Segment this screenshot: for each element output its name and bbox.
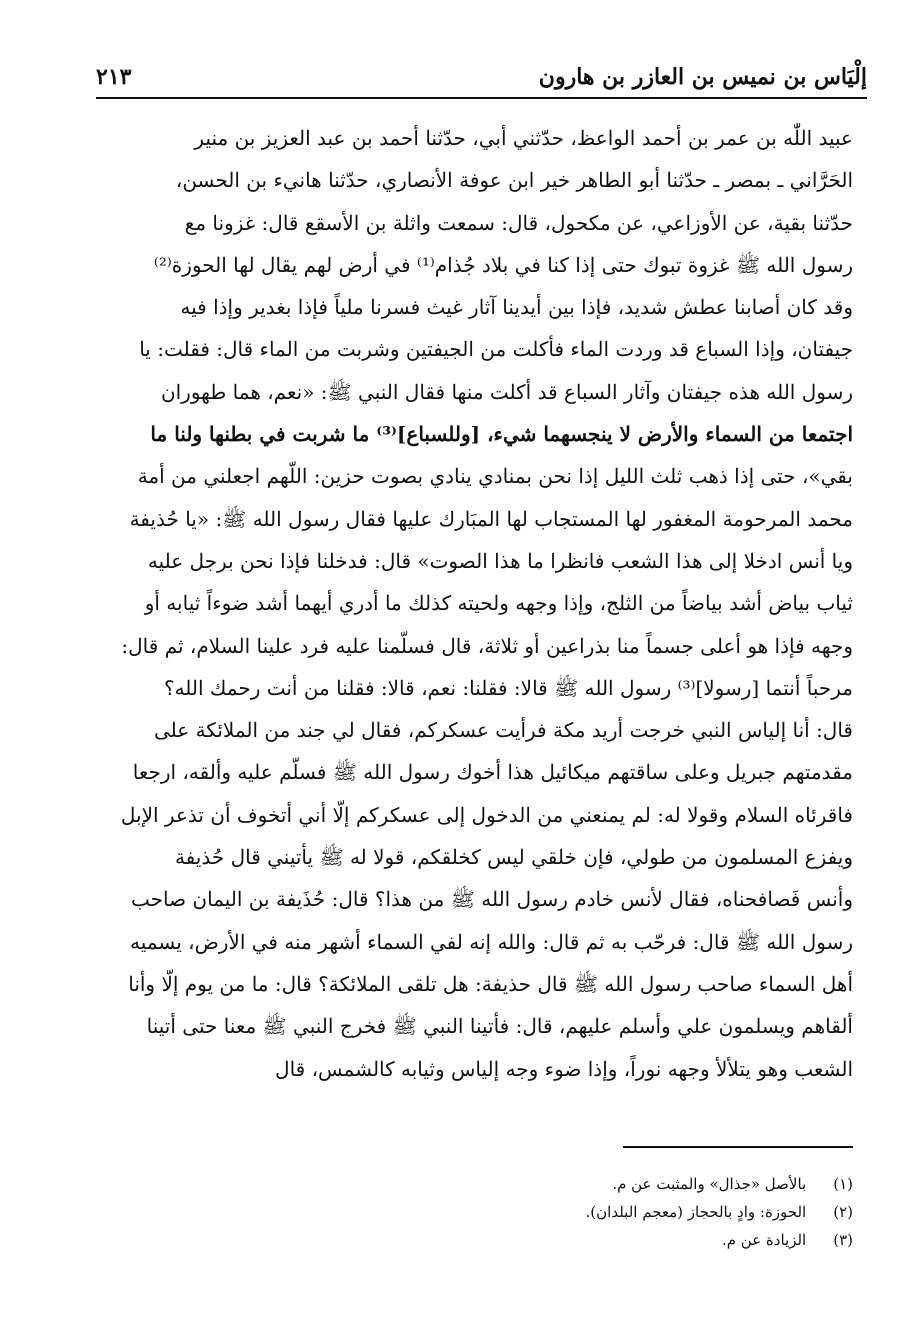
text-line: حدّثنا بقية، عن الأوزاعي، عن مكحول، قال: سمعت واثلة بن الأسقع قال: غزونا مع — [184, 210, 853, 235]
footnote-number: (٢) — [833, 1203, 853, 1221]
header-rule — [96, 97, 867, 99]
footnote — [300, 1198, 853, 1226]
text-line: فاقرئاه السلام وقولا له: لم يمنعني من الدخول إلى عسكركم إلّا أني أتخوف أن تذعر الإبل — [120, 802, 853, 827]
text-line: محمد المرحومة المغفور لها المستجاب لها المبَارك عليها فقال رسول الله ﷺ: «يا حُذيفة — [129, 506, 853, 531]
body-text — [100, 117, 853, 1090]
text-line: عبيد اللّٰه بن عمر بن أحمد الواعظ، حدّثني أبي، حدّثنا أحمد بن عبد العزيز بن منير — [194, 126, 853, 150]
text-line: قال: أنا إلياس النبي خرجت أريد مكة فرأيت عسكركم، فقال لي جند من الملائكة على — [154, 718, 853, 743]
text-line: ألقاهم ويسلمون علي وأسلم عليهم، قال: فأتينا النبي ﷺ فخرج النبي ﷺ معنا حتى أتينا — [146, 1014, 853, 1039]
page-number: ٢١٣ — [96, 64, 132, 90]
text-line: ثياب بياض أشد بياضاً من الثلج، وإذا وجهه ولحيته كذلك ما أدري أيهما أشد ضوءاً ثيابه أو — [144, 591, 853, 616]
text-line: رسول الله هذه جيفتان وآثار السباع قد أكلت منها فقال النبي ﷺ: «نعم، هما طهوران — [160, 379, 853, 404]
footnote — [300, 1170, 853, 1198]
footnotes — [300, 1170, 853, 1254]
footnote — [300, 1226, 853, 1254]
footnote-rule — [623, 1146, 853, 1148]
text-line: مقدمتهم جبريل وعلى ساقتهم ميكائيل هذا أخوك رسول الله ﷺ فسلّم عليه وألقه، ارجعا — [132, 760, 853, 785]
footnote-text: الزيادة عن م. — [721, 1231, 807, 1249]
text-line: بقي»، حتى إذا ذهب ثلث الليل إذا نحن بمنادي ينادي بصوت حزين: اللّهم اجعلني من أمة — [137, 464, 853, 489]
text-line: أهل السماء صاحب رسول الله ﷺ قال حذيفة: هل تلقى الملائكة؟ قال: ما من يوم إلّا وأنا — [128, 971, 853, 996]
footnote-number: (٣) — [833, 1231, 853, 1249]
text-line: اجتمعا من السماء والأرض لا ينجسهما شيء، [وللسباع]⁽³⁾ ما شربت في بطنها ولنا ما — [150, 422, 853, 447]
text-line: جيفتان، وإذا السباع قد وردت الماء فأكلت من الجيفتين وشربت من الماء قال: فقلت: يا — [139, 337, 853, 362]
text-line: رسول الله ﷺ غزوة تبوك حتى إذا كنا في بلاد جُذام⁽¹⁾ في أرض لهم يقال لها الحوزة⁽²⁾ — [153, 252, 853, 277]
text-line: رسول الله ﷺ قال: فرحّب به ثم قال: والله إنه لفي السماء أشهر منه في الأرض، يسميه — [130, 929, 853, 954]
text-line: وأنس فَصافحناه، فقال لأنس خادم رسول الله ﷺ من هذا؟ قال: حُذَيفة بن اليمان صاحب — [130, 887, 853, 912]
text-line: ويا أنس ادخلا إلى هذا الشعب فانظرا ما هذا الصوت» قال: فدخلنا فإذا نحن برجل عليه — [147, 548, 853, 573]
text-line: وقد كان أصابنا عطش شديد، فإذا بين أيدينا آثار غيث فسرنا ملياً فإذا بغدير وإذا فيه — [180, 295, 853, 320]
text-line: وجهه فإذا هو أعلى جسماً منا بذراعين أو ثلاثة، قال فسلّمنا عليه فرد علينا السلام، ثم قال: — [121, 633, 853, 658]
text-line: الشعب وهو يتلألأ وجهه نوراً، وإذا ضوء وجه إلياس وثيابه كالشمس، قال — [275, 1056, 853, 1081]
footnote-text: الحوزة: وادٍ بالحجاز (معجم البلدان). — [585, 1203, 807, 1221]
text-line: مرحباً أنتما [رسولا]⁽³⁾ رسول الله ﷺ قالا: فقلنا: نعم، قالا: فقلنا من أنت رحمك الله؟ — [163, 675, 853, 700]
text-line: الحَرَّاني ـ بمصر ـ حدّثنا أبو الطاهر خير ابن عوفة الأنصاري، حدّثنا هانيء بن الحسن، — [175, 168, 853, 193]
footnote-text: بالأصل «جذال» والمثبت عن م. — [612, 1175, 807, 1193]
page-header — [96, 58, 867, 98]
running-title: إلْيَاس بن نميس بن العازر بن هارون — [538, 64, 867, 90]
text-line: ويفزع المسلمون من طولي، فإن خلقي ليس كخلقكم، قولا له ﷺ يأتيني قال حُذيفة — [174, 845, 853, 870]
footnote-number: (١) — [833, 1175, 853, 1193]
